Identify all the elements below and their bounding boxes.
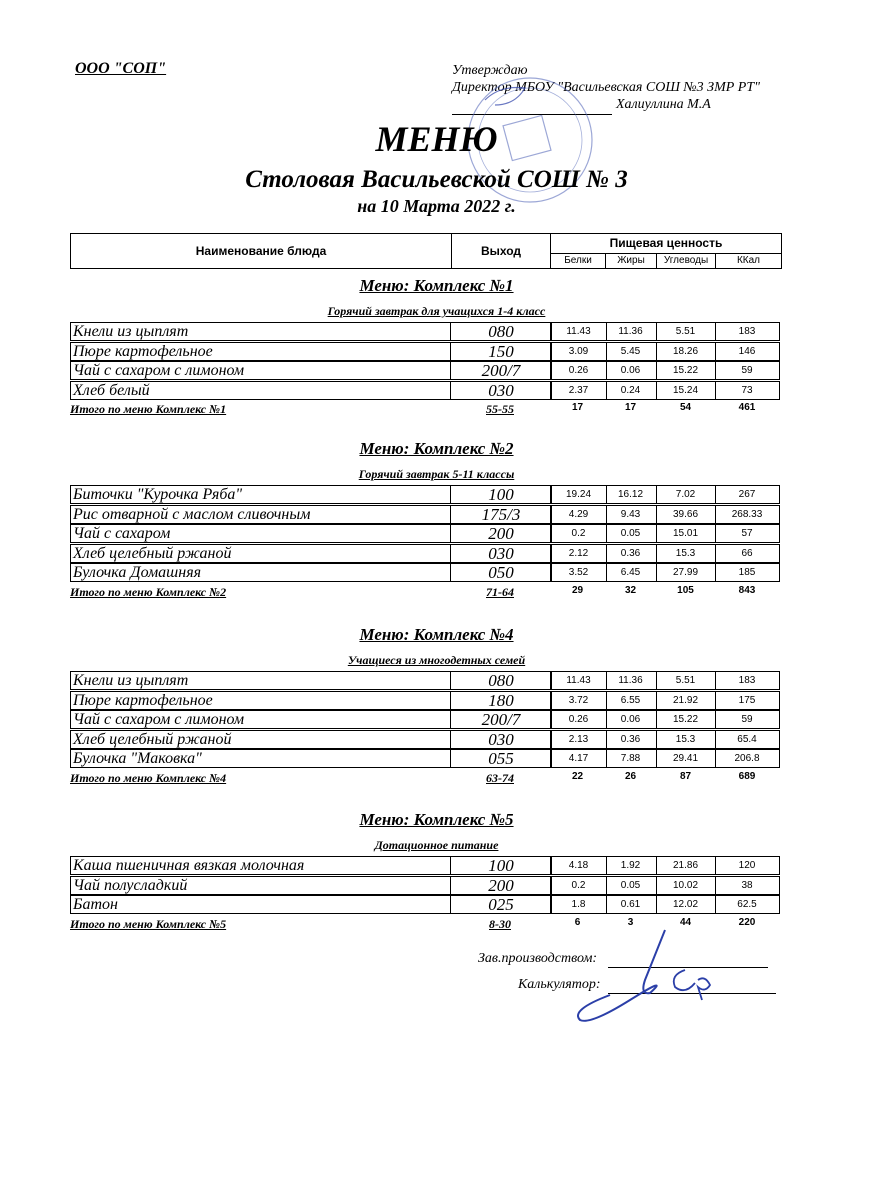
nutrition-p: 3.72: [550, 691, 607, 710]
dish-name: Рис отварной с маслом сливочным: [70, 505, 451, 524]
section-subtitle: Дотационное питание: [374, 838, 499, 852]
total-output: 8-30: [489, 916, 511, 931]
nutrition-f: 11.36: [605, 322, 657, 341]
nutrition-c: 27.99: [656, 563, 716, 582]
dish-output: 200/7: [450, 361, 552, 380]
menu-row: [70, 381, 780, 399]
nutrition-p: 3.52: [550, 563, 607, 582]
nutrition-f: 5.45: [605, 342, 657, 361]
nutrition-f: 0.36: [605, 730, 657, 749]
nutrition-c: 15.01: [656, 524, 716, 543]
dish-output: 175/3: [450, 505, 552, 524]
total-f: 26: [624, 770, 637, 782]
dish-output: 055: [450, 749, 552, 768]
header-kcal: ККал: [736, 255, 761, 266]
menu-row: [70, 876, 780, 894]
dish-name: Чай с сахаром с лимоном: [70, 710, 451, 729]
director-name: Халиуллина М.А: [616, 97, 711, 112]
total-f: 17: [624, 402, 637, 413]
total-f: 32: [624, 584, 637, 596]
dish-name: Хлеб целебный ржаной: [70, 730, 451, 749]
nutrition-p: 2.12: [550, 544, 607, 563]
menu-row: [70, 544, 780, 562]
nutrition-p: 19.24: [550, 485, 607, 504]
nutrition-f: 9.43: [605, 505, 657, 524]
nutrition-k: 65.4: [715, 730, 780, 749]
nutrition-p: 0.26: [550, 710, 607, 729]
nutrition-f: 16.12: [605, 485, 657, 504]
nutrition-k: 185: [715, 563, 780, 582]
nutrition-c: 15.3: [656, 730, 716, 749]
nutrition-k: 183: [715, 671, 780, 690]
total-p: 29: [571, 584, 584, 596]
nutrition-p: 3.09: [550, 342, 607, 361]
nutrition-f: 11.36: [605, 671, 657, 690]
nutrition-c: 7.02: [656, 485, 716, 504]
total-row: [70, 771, 780, 787]
nutrition-p: 11.43: [550, 322, 607, 341]
dish-name: Булочка Домашняя: [70, 563, 451, 582]
total-row: [70, 585, 780, 601]
total-row: [70, 402, 780, 418]
total-k: 689: [738, 770, 756, 782]
dish-name: Кнели из цыплят: [70, 322, 451, 341]
nutrition-c: 12.02: [656, 895, 716, 914]
section-title: Меню: Комплекс №5: [359, 810, 514, 829]
dish-output: 100: [450, 856, 552, 875]
total-p: 22: [571, 770, 584, 782]
nutrition-p: 2.13: [550, 730, 607, 749]
nutrition-c: 15.22: [656, 710, 716, 729]
section-title: Меню: Комплекс №1: [359, 276, 514, 295]
nutrition-p: 1.8: [550, 895, 607, 914]
total-p: 6: [574, 916, 581, 928]
calculator-label: Калькулятор:: [518, 977, 601, 992]
dish-output: 030: [450, 544, 552, 563]
nutrition-k: 62.5: [715, 895, 780, 914]
nutrition-k: 183: [715, 322, 780, 341]
total-k: 461: [738, 402, 756, 413]
nutrition-c: 15.24: [656, 381, 716, 400]
nutrition-p: 4.29: [550, 505, 607, 524]
nutrition-k: 206.8: [715, 749, 780, 768]
header-proteins: Белки: [551, 254, 606, 268]
header-nutrition: Пищевая ценность: [551, 234, 781, 254]
production-head-label: Зав.производством:: [478, 951, 598, 966]
dish-output: 030: [450, 730, 552, 749]
nutrition-p: 0.2: [550, 524, 607, 543]
nutrition-f: 0.06: [605, 710, 657, 729]
menu-row: [70, 856, 780, 874]
nutrition-c: 18.26: [656, 342, 716, 361]
dish-name: Каша пшеничная вязкая молочная: [70, 856, 451, 875]
total-label: Итого по меню Комплекс №4: [70, 770, 227, 785]
total-output: 71-64: [486, 584, 514, 599]
nutrition-f: 0.36: [605, 544, 657, 563]
section-subtitle: Горячий завтрак 5-11 классы: [358, 467, 515, 481]
dish-output: 200/7: [450, 710, 552, 729]
nutrition-f: 1.92: [605, 856, 657, 875]
header-dish: Наименование блюда: [71, 234, 452, 268]
dish-output: 200: [450, 524, 552, 543]
nutrition-f: 0.05: [605, 876, 657, 895]
nutrition-f: 0.24: [605, 381, 657, 400]
nutrition-p: 2.37: [550, 381, 607, 400]
signature-scribble: [570, 925, 730, 1035]
dish-name: Пюре картофельное: [70, 342, 451, 361]
dish-name: Батон: [70, 895, 451, 914]
total-label: Итого по меню Комплекс №2: [70, 584, 227, 599]
nutrition-c: 5.51: [656, 322, 716, 341]
menu-row: [70, 342, 780, 360]
menu-row: [70, 895, 780, 913]
dish-output: 100: [450, 485, 552, 504]
dish-name: Чай полусладкий: [70, 876, 451, 895]
section-subtitle: Горячий завтрак для учащихся 1-4 класс: [327, 304, 546, 318]
nutrition-k: 57: [715, 524, 780, 543]
dish-output: 030: [450, 381, 552, 400]
menu-row: [70, 691, 780, 709]
menu-row: [70, 524, 780, 542]
header-output: Выход: [452, 234, 551, 268]
nutrition-f: 0.61: [605, 895, 657, 914]
dish-name: Булочка "Маковка": [70, 749, 451, 768]
menu-row: [70, 710, 780, 728]
nutrition-k: 120: [715, 856, 780, 875]
nutrition-f: 6.55: [605, 691, 657, 710]
nutrition-k: 59: [715, 710, 780, 729]
total-c: 105: [677, 584, 694, 596]
dish-output: 200: [450, 876, 552, 895]
dish-output: 180: [450, 691, 552, 710]
section-title: Меню: Комплекс №4: [359, 625, 514, 644]
nutrition-c: 39.66: [656, 505, 716, 524]
dish-name: Чай с сахаром: [70, 524, 451, 543]
total-output: 55-55: [486, 402, 514, 416]
nutrition-k: 38: [715, 876, 780, 895]
nutrition-k: 175: [715, 691, 780, 710]
nutrition-k: 146: [715, 342, 780, 361]
total-label: Итого по меню Комплекс №1: [70, 402, 227, 416]
menu-row: [70, 563, 780, 581]
nutrition-f: 0.06: [605, 361, 657, 380]
nutrition-p: 0.26: [550, 361, 607, 380]
dish-output: 150: [450, 342, 552, 361]
nutrition-k: 59: [715, 361, 780, 380]
dish-output: 025: [450, 895, 552, 914]
menu-row: [70, 671, 780, 689]
nutrition-p: 4.17: [550, 749, 607, 768]
menu-row: [70, 361, 780, 379]
total-f: 3: [627, 916, 634, 928]
dish-name: Чай с сахаром с лимоном: [70, 361, 451, 380]
section-title: Меню: Комплекс №2: [359, 439, 514, 458]
header-fats: Жиры: [606, 254, 657, 268]
nutrition-p: 0.2: [550, 876, 607, 895]
nutrition-f: 0.05: [605, 524, 657, 543]
nutrition-p: 11.43: [550, 671, 607, 690]
total-c: 54: [679, 402, 692, 413]
dish-name: Хлеб белый: [70, 381, 451, 400]
dish-name: Кнели из цыплят: [70, 671, 451, 690]
nutrition-c: 10.02: [656, 876, 716, 895]
total-c: 44: [679, 916, 692, 928]
table-header: [70, 233, 782, 269]
header-carbs: Углеводы: [657, 254, 716, 268]
dish-output: 080: [450, 671, 552, 690]
nutrition-f: 7.88: [605, 749, 657, 768]
menu-row: [70, 749, 780, 767]
dish-output: 080: [450, 322, 552, 341]
dish-output: 050: [450, 563, 552, 582]
nutrition-f: 6.45: [605, 563, 657, 582]
page-title: МЕНЮ: [375, 119, 498, 159]
dish-name: Пюре картофельное: [70, 691, 451, 710]
menu-row: [70, 485, 780, 503]
nutrition-c: 21.92: [656, 691, 716, 710]
total-p: 17: [571, 402, 584, 413]
menu-date: на 10 Марта 2022 г.: [357, 196, 516, 216]
approval-line-1: Утверждаю: [452, 63, 528, 78]
total-output: 63-74: [486, 770, 514, 785]
nutrition-p: 4.18: [550, 856, 607, 875]
menu-row: [70, 322, 780, 340]
nutrition-k: 66: [715, 544, 780, 563]
dish-name: Хлеб целебный ржаной: [70, 544, 451, 563]
nutrition-k: 268.33: [715, 505, 780, 524]
total-k: 843: [738, 584, 756, 596]
total-c: 87: [679, 770, 692, 782]
menu-row: [70, 505, 780, 523]
total-k: 220: [738, 916, 756, 928]
nutrition-c: 29.41: [656, 749, 716, 768]
approval-line-2: Директор МБОУ "Васильевская СОШ №3 ЗМР РТ": [452, 80, 760, 95]
dish-name: Биточки "Курочка Ряба": [70, 485, 451, 504]
nutrition-k: 73: [715, 381, 780, 400]
nutrition-c: 21.86: [656, 856, 716, 875]
nutrition-c: 15.22: [656, 361, 716, 380]
menu-row: [70, 730, 780, 748]
canteen-name: Столовая Васильевской СОШ № 3: [245, 166, 628, 193]
nutrition-c: 15.3: [656, 544, 716, 563]
organization-name: ООО "СОП": [75, 60, 167, 77]
total-label: Итого по меню Комплекс №5: [70, 916, 227, 931]
section-subtitle: Учащиеся из многодетных семей: [347, 653, 526, 667]
nutrition-c: 5.51: [656, 671, 716, 690]
nutrition-k: 267: [715, 485, 780, 504]
